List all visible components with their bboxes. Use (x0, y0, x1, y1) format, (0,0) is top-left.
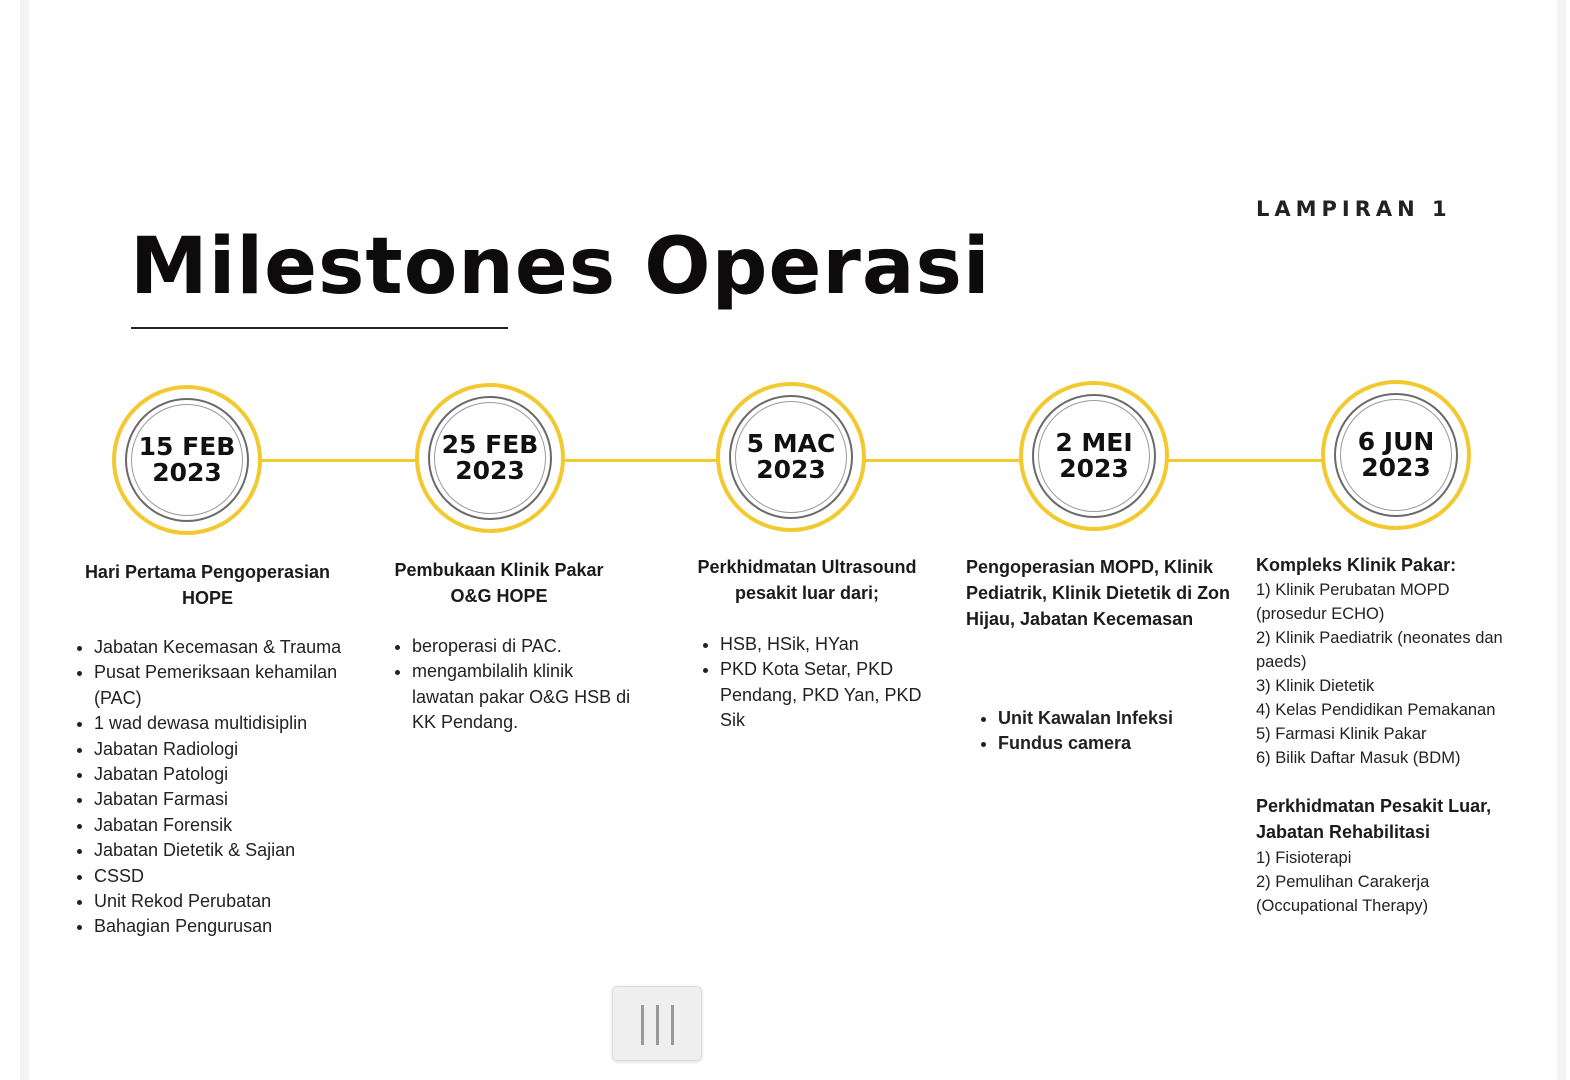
milestone-circle-3 (716, 382, 866, 532)
milestone-1-list (72, 635, 394, 940)
viewer-scrollbar[interactable] (1557, 0, 1566, 1080)
list-item: • Jabatan Radiologi (94, 737, 394, 762)
list-item: • Unit Rekod Perubatan (94, 889, 394, 914)
list-item: • beroperasi di PAC. (412, 634, 634, 659)
list-item: • Fundus camera (998, 731, 1238, 756)
milestone-date: 2 MEI 2023 (1055, 428, 1133, 483)
list-item: 1) Fisioterapi (1256, 849, 1352, 867)
milestone-3-heading: Perkhidmatan Ultrasound pesakit luar dari; (697, 557, 917, 603)
milestone-circle-1 (112, 385, 262, 535)
milestone-5-list-2 (1256, 846, 1429, 918)
list-item: 3) Klinik Dietetik (1256, 677, 1375, 695)
page-drag-handle[interactable] (612, 986, 702, 1061)
milestone-2-list (390, 634, 634, 736)
milestone-date: 15 FEB 2023 (138, 432, 236, 487)
list-item: 2) Klinik Paediatrik (neonates dan (1256, 629, 1503, 647)
milestone-date: 25 FEB 2023 (441, 430, 539, 485)
list-item: • Unit Kawalan Infeksi (998, 706, 1238, 731)
appendix-label: LAMPIRAN 1 (1256, 197, 1452, 221)
list-item: • Jabatan Kecemasan & Trauma (94, 635, 394, 660)
milestone-5-heading-2: Perkhidmatan Pesakit Luar, Jabatan Rehabilitasi (1256, 796, 1492, 842)
milestone-1-heading: Hari Pertama Pengoperasian HOPE (84, 562, 331, 608)
list-item: 5) Farmasi Klinik Pakar (1256, 725, 1427, 743)
list-item: • PKD Kota Setar, PKD Pendang, PKD Yan, PKD Sik (720, 657, 942, 733)
title-underline (131, 327, 508, 329)
milestone-circle-5 (1321, 380, 1471, 530)
milestone-4-list (976, 706, 1238, 757)
list-item: (prosedur ECHO) (1256, 605, 1385, 623)
list-item: 2) Pemulihan Carakerja (1256, 873, 1430, 891)
list-item: 4) Kelas Pendidikan Pemakanan (1256, 701, 1496, 719)
milestone-5-list-1 (1256, 578, 1503, 770)
list-item: (Occupational Therapy) (1256, 897, 1429, 915)
list-item: • Jabatan Patologi (94, 762, 394, 787)
milestone-circle-4 (1019, 381, 1169, 531)
milestone-date: 6 JUN 2023 (1357, 427, 1435, 482)
viewer-left-edge (20, 0, 29, 1080)
milestone-2-heading: Pembukaan Klinik Pakar O&G HOPE (394, 560, 604, 606)
milestone-circle-2 (415, 383, 565, 533)
list-item: • HSB, HSik, HYan (720, 632, 942, 657)
list-item: 6) Bilik Daftar Masuk (BDM) (1256, 749, 1461, 767)
milestone-4-heading: Pengoperasian MOPD, Klinik Pediatrik, Klinik Dietetik di Zon Hijau, Jabatan Kecemasan (966, 557, 1231, 629)
page-title: Milestones Operasi (130, 222, 991, 312)
milestone-date: 5 MAC 2023 (746, 429, 836, 484)
milestone-5-heading-1: Kompleks Klinik Pakar: (1256, 555, 1457, 575)
list-item: • CSSD (94, 864, 394, 889)
milestone-3-list (698, 632, 942, 734)
list-item: • Bahagian Pengurusan (94, 914, 394, 939)
list-item: • 1 wad dewasa multidisiplin (94, 711, 394, 736)
list-item: • Pusat Pemeriksaan kehamilan (PAC) (94, 660, 354, 711)
list-item: • mengambilalih klinik lawatan pakar O&G HSB di KK Pendang. (412, 659, 634, 735)
list-item: • Jabatan Forensik (94, 813, 394, 838)
list-item: • Jabatan Dietetik & Sajian (94, 838, 394, 863)
list-item: 1) Klinik Perubatan MOPD (1256, 581, 1450, 599)
list-item: paeds) (1256, 653, 1307, 671)
list-item: • Jabatan Farmasi (94, 787, 394, 812)
